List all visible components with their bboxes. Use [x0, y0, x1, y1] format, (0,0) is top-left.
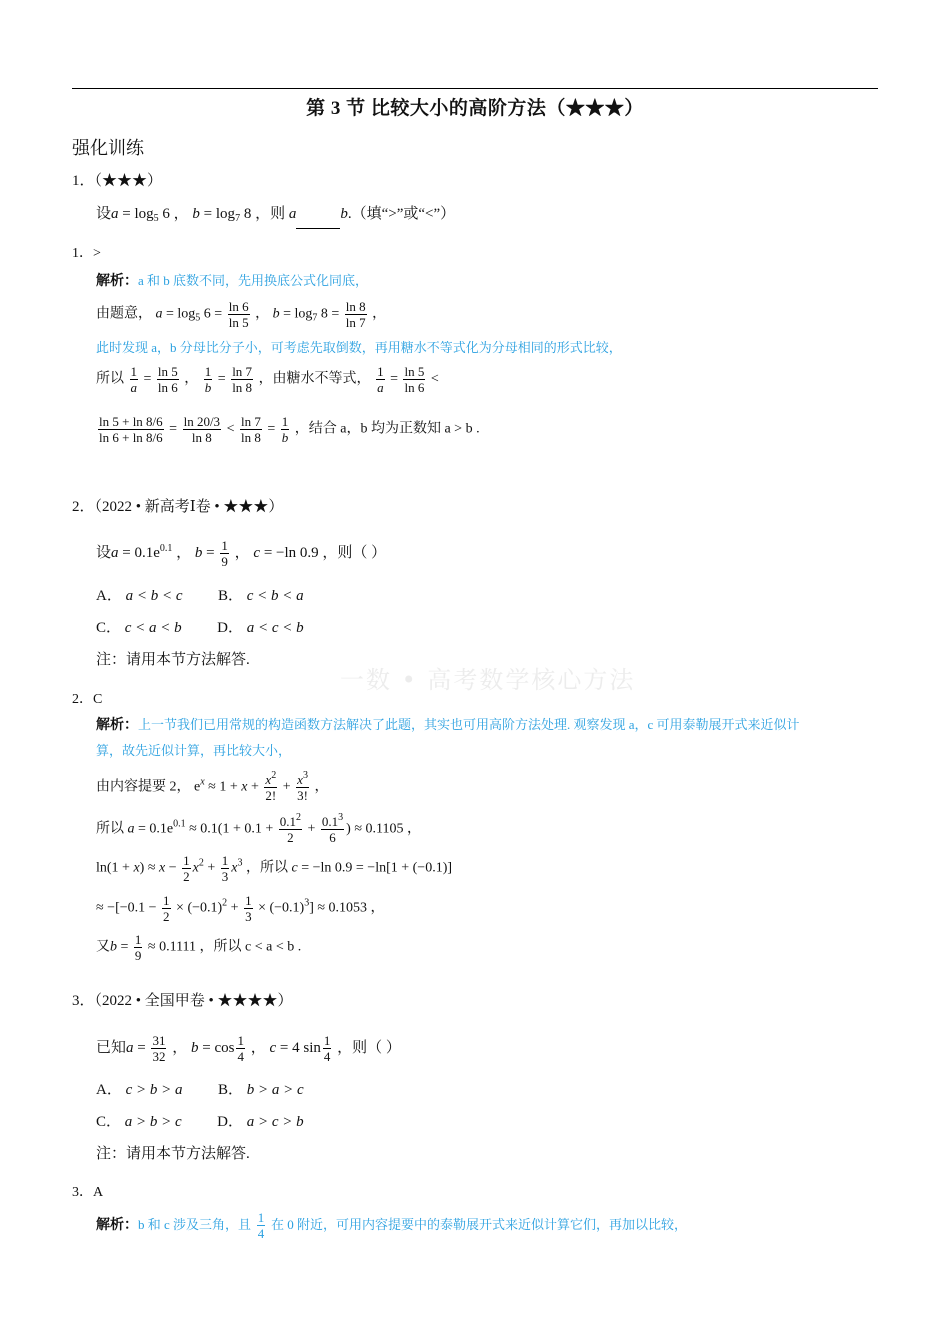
q1-stem: 设$a = \log_5 6$ ， $b = \log_7 8$ ，则 a b.（填“>”或“<”）: [96, 204, 455, 229]
q3-option-a[interactable]: A． c > b > a: [96, 1082, 183, 1098]
section-heading: 强化训练: [72, 138, 144, 159]
q1-solution-line3: 所以 $\frac{1}{a}$ = $\frac{\ln 5}{\ln 6}$ ， $\frac{1}{b}$ = $\frac{\ln 7}{\ln 8}$ ，由糖水不等式， $\frac{1}{a}$ = $\frac{\ln 5}{\ln 6}$ <: [96, 364, 439, 395]
q3-explanation: 解析：b 和 c 涉及三角，且 $\frac{1}{4}$ 在 0 附近，可用内容提要中的泰勒展开式来近似计算它们，再加以比较，: [96, 1210, 688, 1241]
q3-option-b[interactable]: B． b > a > c: [218, 1082, 304, 1098]
q1-solution-line1: 由题意， $a = \log_5 6$ = $\frac{\ln 6}{\ln 5}$ ， $b = \log_7 8$ = $\frac{\ln 8}{\ln 7}$ ，: [96, 299, 387, 330]
q2-solution-line1: 由内容提要 2， $e^x \approx 1 + x$ + $\frac{x^2}{2!}$ + $\frac{x^3}{3!}$ ，: [96, 770, 329, 803]
q1-heading: 1．（★★★）: [72, 173, 163, 189]
q3-note: 注：请用本节方法解答.: [96, 1146, 250, 1162]
page-title: 第 3 节 比较大小的高阶方法（★★★）: [306, 98, 644, 119]
q3-option-d[interactable]: D． a > c > b: [217, 1114, 304, 1130]
q3-options-row2: [96, 1112, 304, 1132]
q2-solution-line2: 所以 $a = 0.1e^{0.1} \approx 0.1(1 + 0.1$ + $\frac{0.1^2}{2}$ + $\frac{0.1^3}{6}$ ) ≈ 0.1105 ，: [96, 812, 421, 845]
q3-heading: 3．（2022 • 全国甲卷 • ★★★★）: [72, 993, 293, 1009]
header-rule: [72, 88, 878, 89]
q2-stem: 设$a = 0.1e^{0.1}$ ， b = $\frac{1}{9}$ ， c = −ln 0.9 ，则（ ）: [96, 538, 387, 569]
q2-option-b[interactable]: B． c < b < a: [218, 588, 304, 604]
q2-solution-line4: ≈ −[−0.1 − $\frac{1}{2}$ × $(-0.1)^2$ + $\frac{1}{3}$ × $(-0.1)^3] \approx 0.1053$ ，: [96, 893, 385, 924]
q1-explanation-note1: 解析：a 和 b 底数不同，先用换底公式化同底，: [96, 273, 369, 289]
q2-solution-line3: ln(1 + x) ≈ x − $\frac{1}{2}$ $x^2$ + $\frac{1}{3}$ $x^3$ ，所以 c = −ln 0.9 = −ln[1 + (−0.1)]: [96, 853, 453, 884]
q2-explanation-2: 算，故先近似计算，再比较大小，: [96, 743, 292, 758]
q2-note: 注：请用本节方法解答.: [96, 652, 250, 668]
q1-solution-line4: $\frac{\ln 5 + \ln 8/6}{\ln 6 + \ln 8/6}$ = $\frac{\ln 20/3}{\ln 8}$ < $\frac{\ln 7}{\ln 8}$ = $\frac{1}{b}$ ，结合 a，b 均为正数知 a > b .: [99, 414, 480, 445]
q1-answer: 1．>: [72, 246, 101, 261]
watermark: 一数 • 高考数学核心方法: [340, 666, 636, 694]
q1-answer-blank: [296, 214, 340, 229]
q2-heading: 2．（2022 • 新高考Ⅰ卷 • ★★★）: [72, 499, 284, 515]
q3-answer: 3．A: [72, 1185, 104, 1200]
q1-explanation-note2: 此时发现 a，b 分母比分子小，可考虑先取倒数，再用糖水不等式化为分母相同的形式比较，: [96, 340, 622, 355]
q2-option-c[interactable]: C． c < a < b: [96, 620, 182, 636]
q2-option-d[interactable]: D． a < c < b: [217, 620, 304, 636]
q2-options-row1: [96, 586, 304, 606]
q2-solution-line5: 又b = $\frac{1}{9}$ ≈ 0.1111 ，所以 c < a < b .: [96, 932, 302, 963]
q3-option-c[interactable]: C． a > b > c: [96, 1114, 182, 1130]
q2-answer: 2．C: [72, 692, 103, 707]
q3-stem: 已知a = $\frac{31}{32}$ ， b = cos $\frac{1}{4}$ ， c = 4 sin $\frac{1}{4}$ ，则（ ）: [96, 1033, 401, 1064]
q2-option-a[interactable]: A． a < b < c: [96, 588, 183, 604]
q3-options-row1: [96, 1080, 304, 1100]
q2-options-row2: [96, 618, 304, 638]
q2-explanation-1: 解析：上一节我们已用常规的构造函数方法解决了此题，其实也可用高阶方法处理. 观察发现 a，c 可用泰勒展开式来近似计: [96, 717, 800, 733]
